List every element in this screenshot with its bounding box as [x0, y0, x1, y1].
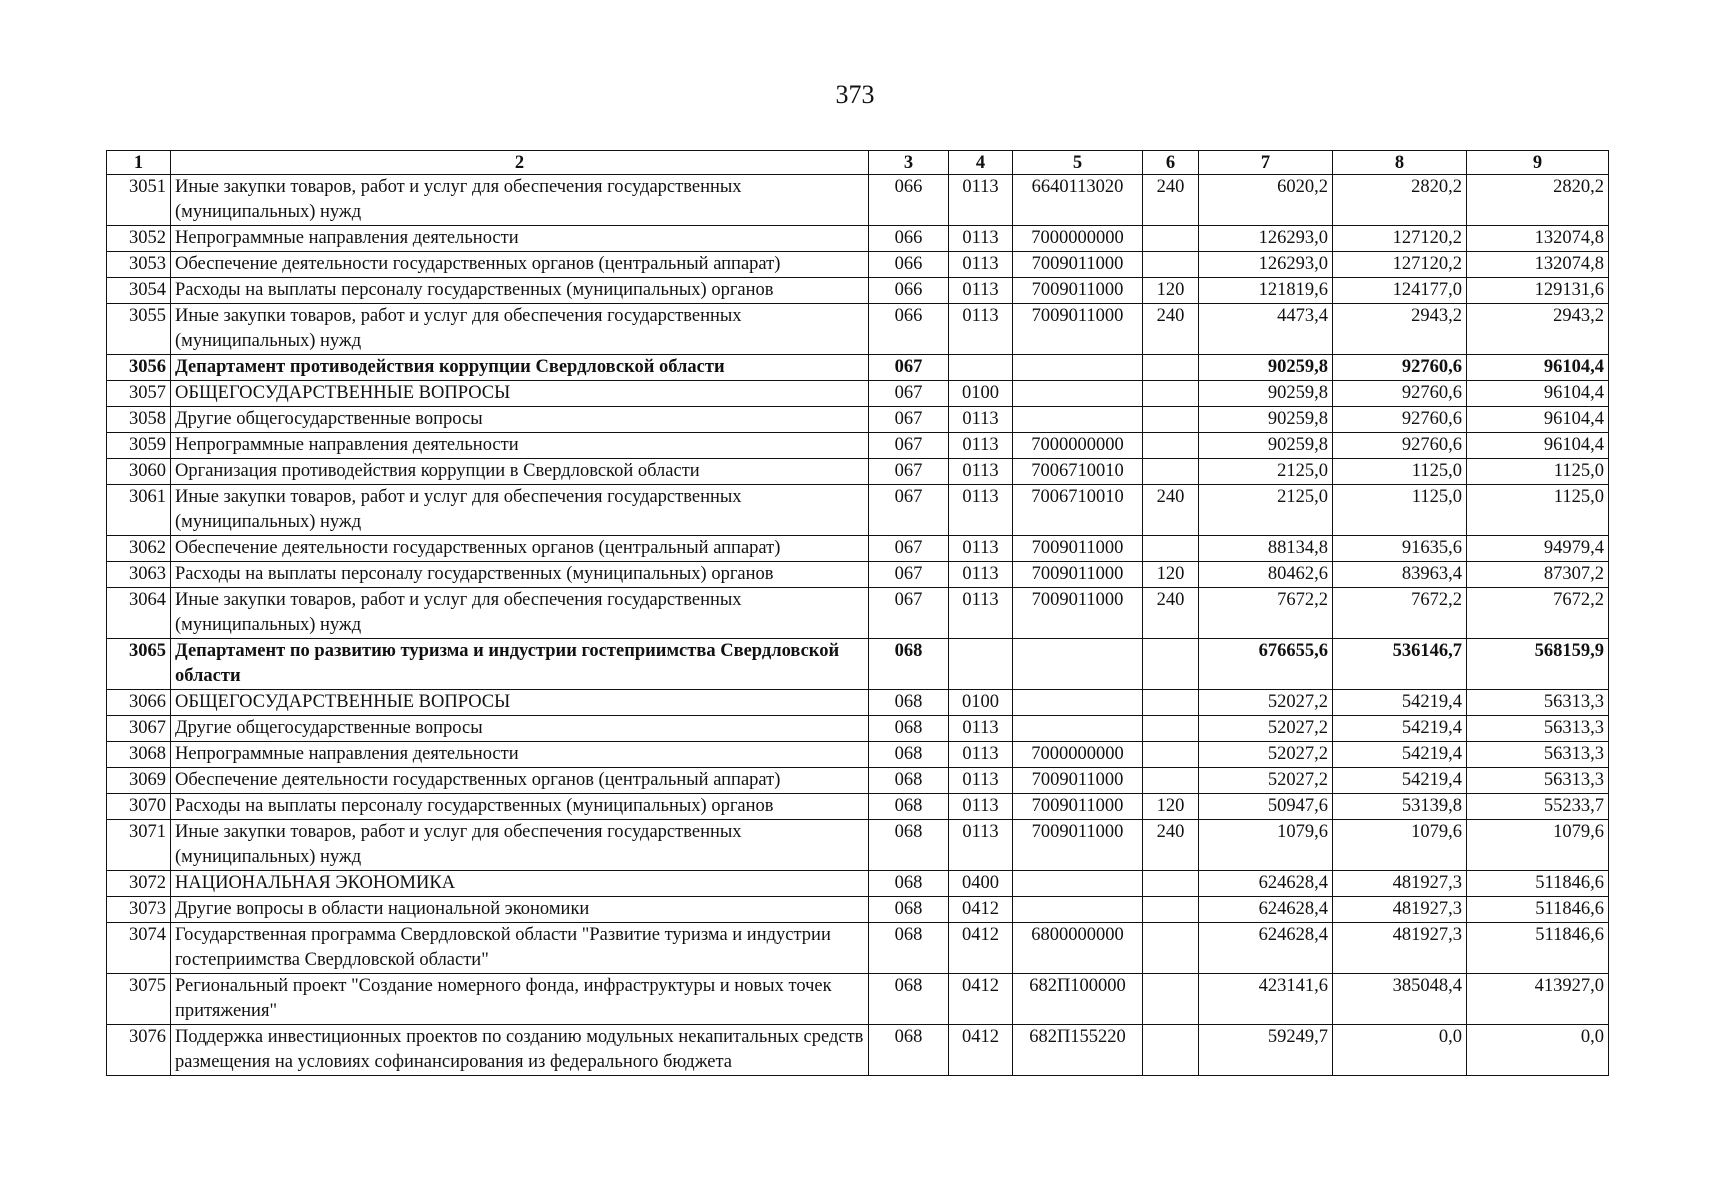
ministry-code-cell: 066 — [869, 278, 949, 304]
item-name-cell: Обеспечение деятельности государственных органов (центральный аппарат) — [171, 536, 869, 562]
table-row — [107, 175, 1609, 226]
expense-type-cell: 240 — [1143, 485, 1199, 536]
target-article-cell: 7009011000 — [1013, 536, 1143, 562]
table-row — [107, 226, 1609, 252]
amount-col9-cell: 96104,4 — [1467, 381, 1609, 407]
expense-type-cell — [1143, 716, 1199, 742]
section-code-cell: 0113 — [949, 562, 1013, 588]
section-code-cell: 0113 — [949, 742, 1013, 768]
ministry-code-cell: 067 — [869, 459, 949, 485]
expense-type-cell: 240 — [1143, 588, 1199, 639]
target-article-cell: 7000000000 — [1013, 226, 1143, 252]
amount-col7-cell: 624628,4 — [1199, 923, 1333, 974]
amount-col9-cell: 568159,9 — [1467, 639, 1609, 690]
expense-type-cell — [1143, 355, 1199, 381]
amount-col8-cell: 2943,2 — [1333, 304, 1467, 355]
target-article-cell: 682П155220 — [1013, 1025, 1143, 1076]
table-row — [107, 536, 1609, 562]
amount-col7-cell: 52027,2 — [1199, 716, 1333, 742]
amount-col7-cell: 1079,6 — [1199, 820, 1333, 871]
row-number-cell: 3071 — [107, 820, 171, 871]
expense-type-cell — [1143, 226, 1199, 252]
target-article-cell: 7009011000 — [1013, 252, 1143, 278]
table-row — [107, 381, 1609, 407]
amount-col7-cell: 90259,8 — [1199, 433, 1333, 459]
row-number-cell: 3051 — [107, 175, 171, 226]
item-name-cell: Иные закупки товаров, работ и услуг для обеспечения государственных (муниципальных) нужд — [171, 588, 869, 639]
column-header: 7 — [1199, 151, 1333, 175]
expense-type-cell — [1143, 871, 1199, 897]
row-number-cell: 3060 — [107, 459, 171, 485]
ministry-code-cell: 068 — [869, 923, 949, 974]
amount-col7-cell: 624628,4 — [1199, 897, 1333, 923]
section-code-cell: 0113 — [949, 433, 1013, 459]
target-article-cell: 7009011000 — [1013, 768, 1143, 794]
target-article-cell: 7009011000 — [1013, 304, 1143, 355]
table-row — [107, 639, 1609, 690]
amount-col7-cell: 7672,2 — [1199, 588, 1333, 639]
item-name-cell: Расходы на выплаты персоналу государственных (муниципальных) органов — [171, 278, 869, 304]
table-row — [107, 794, 1609, 820]
item-name-cell: Обеспечение деятельности государственных органов (центральный аппарат) — [171, 252, 869, 278]
table-row — [107, 1025, 1609, 1076]
expense-type-cell: 240 — [1143, 820, 1199, 871]
expense-type-cell: 240 — [1143, 175, 1199, 226]
section-code-cell: 0113 — [949, 459, 1013, 485]
row-number-cell: 3075 — [107, 974, 171, 1025]
expense-type-cell — [1143, 1025, 1199, 1076]
amount-col8-cell: 1079,6 — [1333, 820, 1467, 871]
expense-type-cell — [1143, 690, 1199, 716]
amount-col8-cell: 536146,7 — [1333, 639, 1467, 690]
row-number-cell: 3067 — [107, 716, 171, 742]
row-number-cell: 3073 — [107, 897, 171, 923]
target-article-cell — [1013, 871, 1143, 897]
amount-col9-cell: 56313,3 — [1467, 768, 1609, 794]
table-body — [107, 175, 1609, 1076]
amount-col7-cell: 6020,2 — [1199, 175, 1333, 226]
expense-type-cell: 120 — [1143, 562, 1199, 588]
expense-type-cell — [1143, 742, 1199, 768]
item-name-cell: ОБЩЕГОСУДАРСТВЕННЫЕ ВОПРОСЫ — [171, 690, 869, 716]
amount-col9-cell: 1125,0 — [1467, 459, 1609, 485]
expense-type-cell — [1143, 897, 1199, 923]
amount-col7-cell: 59249,7 — [1199, 1025, 1333, 1076]
amount-col9-cell: 94979,4 — [1467, 536, 1609, 562]
target-article-cell: 7000000000 — [1013, 433, 1143, 459]
target-article-cell: 7006710010 — [1013, 485, 1143, 536]
table-row — [107, 485, 1609, 536]
expense-type-cell: 240 — [1143, 304, 1199, 355]
ministry-code-cell: 066 — [869, 252, 949, 278]
row-number-cell: 3068 — [107, 742, 171, 768]
table-row — [107, 897, 1609, 923]
target-article-cell: 7009011000 — [1013, 588, 1143, 639]
item-name-cell: Иные закупки товаров, работ и услуг для обеспечения государственных (муниципальных) нужд — [171, 304, 869, 355]
budget-table — [106, 150, 1609, 1076]
amount-col8-cell: 2820,2 — [1333, 175, 1467, 226]
amount-col9-cell: 56313,3 — [1467, 742, 1609, 768]
item-name-cell: Иные закупки товаров, работ и услуг для обеспечения государственных (муниципальных) нужд — [171, 175, 869, 226]
section-code-cell: 0113 — [949, 226, 1013, 252]
row-number-cell: 3062 — [107, 536, 171, 562]
target-article-cell: 6640113020 — [1013, 175, 1143, 226]
item-name-cell: ОБЩЕГОСУДАРСТВЕННЫЕ ВОПРОСЫ — [171, 381, 869, 407]
item-name-cell: Непрограммные направления деятельности — [171, 226, 869, 252]
expense-type-cell — [1143, 768, 1199, 794]
item-name-cell: Поддержка инвестиционных проектов по созданию модульных некапитальных средств размещения на условиях софинансирования из федерального бюджета — [171, 1025, 869, 1076]
row-number-cell: 3054 — [107, 278, 171, 304]
target-article-cell — [1013, 690, 1143, 716]
amount-col9-cell: 2820,2 — [1467, 175, 1609, 226]
amount-col9-cell: 96104,4 — [1467, 355, 1609, 381]
row-number-cell: 3055 — [107, 304, 171, 355]
row-number-cell: 3052 — [107, 226, 171, 252]
row-number-cell: 3066 — [107, 690, 171, 716]
target-article-cell — [1013, 381, 1143, 407]
ministry-code-cell: 067 — [869, 562, 949, 588]
expense-type-cell — [1143, 459, 1199, 485]
ministry-code-cell: 068 — [869, 794, 949, 820]
ministry-code-cell: 068 — [869, 820, 949, 871]
amount-col7-cell: 4473,4 — [1199, 304, 1333, 355]
target-article-cell: 7000000000 — [1013, 742, 1143, 768]
table-row — [107, 768, 1609, 794]
amount-col8-cell: 385048,4 — [1333, 974, 1467, 1025]
ministry-code-cell: 068 — [869, 639, 949, 690]
target-article-cell — [1013, 639, 1143, 690]
amount-col7-cell: 90259,8 — [1199, 407, 1333, 433]
row-number-cell: 3058 — [107, 407, 171, 433]
amount-col7-cell: 88134,8 — [1199, 536, 1333, 562]
amount-col9-cell: 55233,7 — [1467, 794, 1609, 820]
target-article-cell — [1013, 355, 1143, 381]
amount-col9-cell: 0,0 — [1467, 1025, 1609, 1076]
section-code-cell: 0100 — [949, 690, 1013, 716]
ministry-code-cell: 067 — [869, 588, 949, 639]
amount-col8-cell: 1125,0 — [1333, 459, 1467, 485]
ministry-code-cell: 068 — [869, 974, 949, 1025]
target-article-cell — [1013, 897, 1143, 923]
amount-col9-cell: 129131,6 — [1467, 278, 1609, 304]
section-code-cell: 0113 — [949, 175, 1013, 226]
item-name-cell: Департамент по развитию туризма и индустрии гостеприимства Свердловской области — [171, 639, 869, 690]
section-code-cell: 0100 — [949, 381, 1013, 407]
ministry-code-cell: 067 — [869, 407, 949, 433]
ministry-code-cell: 068 — [869, 871, 949, 897]
table-row — [107, 871, 1609, 897]
amount-col8-cell: 53139,8 — [1333, 794, 1467, 820]
amount-col8-cell: 124177,0 — [1333, 278, 1467, 304]
amount-col7-cell: 52027,2 — [1199, 768, 1333, 794]
item-name-cell: Государственная программа Свердловской области "Развитие туризма и индустрии гостеприимства Свердловской области" — [171, 923, 869, 974]
table-row — [107, 923, 1609, 974]
expense-type-cell — [1143, 536, 1199, 562]
item-name-cell: Региональный проект "Создание номерного фонда, инфраструктуры и новых точек притяжения" — [171, 974, 869, 1025]
row-number-cell: 3059 — [107, 433, 171, 459]
section-code-cell: 0113 — [949, 768, 1013, 794]
row-number-cell: 3061 — [107, 485, 171, 536]
column-header: 3 — [869, 151, 949, 175]
table-row — [107, 820, 1609, 871]
table-row — [107, 716, 1609, 742]
item-name-cell: Расходы на выплаты персоналу государственных (муниципальных) органов — [171, 562, 869, 588]
target-article-cell: 7009011000 — [1013, 562, 1143, 588]
table-row — [107, 433, 1609, 459]
item-name-cell: Непрограммные направления деятельности — [171, 742, 869, 768]
amount-col8-cell: 54219,4 — [1333, 768, 1467, 794]
amount-col8-cell: 54219,4 — [1333, 742, 1467, 768]
section-code-cell: 0113 — [949, 588, 1013, 639]
amount-col8-cell: 92760,6 — [1333, 381, 1467, 407]
column-header: 8 — [1333, 151, 1467, 175]
item-name-cell: Другие общегосударственные вопросы — [171, 407, 869, 433]
section-code-cell: 0412 — [949, 1025, 1013, 1076]
table-row — [107, 278, 1609, 304]
amount-col8-cell: 0,0 — [1333, 1025, 1467, 1076]
item-name-cell: Организация противодействия коррупции в Свердловской области — [171, 459, 869, 485]
ministry-code-cell: 068 — [869, 897, 949, 923]
column-header: 6 — [1143, 151, 1199, 175]
row-number-cell: 3072 — [107, 871, 171, 897]
table-row — [107, 459, 1609, 485]
item-name-cell: Непрограммные направления деятельности — [171, 433, 869, 459]
target-article-cell: 6800000000 — [1013, 923, 1143, 974]
amount-col8-cell: 481927,3 — [1333, 871, 1467, 897]
amount-col9-cell: 132074,8 — [1467, 226, 1609, 252]
row-number-cell: 3056 — [107, 355, 171, 381]
amount-col8-cell: 481927,3 — [1333, 923, 1467, 974]
amount-col8-cell: 54219,4 — [1333, 690, 1467, 716]
section-code-cell: 0113 — [949, 304, 1013, 355]
table-row — [107, 355, 1609, 381]
amount-col7-cell: 126293,0 — [1199, 252, 1333, 278]
target-article-cell — [1013, 407, 1143, 433]
column-header: 4 — [949, 151, 1013, 175]
target-article-cell: 7006710010 — [1013, 459, 1143, 485]
column-header: 5 — [1013, 151, 1143, 175]
row-number-cell: 3063 — [107, 562, 171, 588]
row-number-cell: 3064 — [107, 588, 171, 639]
amount-col8-cell: 7672,2 — [1333, 588, 1467, 639]
row-number-cell: 3057 — [107, 381, 171, 407]
ministry-code-cell: 068 — [869, 716, 949, 742]
ministry-code-cell: 068 — [869, 768, 949, 794]
amount-col9-cell: 511846,6 — [1467, 897, 1609, 923]
expense-type-cell — [1143, 974, 1199, 1025]
row-number-cell: 3076 — [107, 1025, 171, 1076]
expense-type-cell: 120 — [1143, 278, 1199, 304]
amount-col8-cell: 92760,6 — [1333, 355, 1467, 381]
amount-col8-cell: 91635,6 — [1333, 536, 1467, 562]
amount-col9-cell: 2943,2 — [1467, 304, 1609, 355]
amount-col9-cell: 1125,0 — [1467, 485, 1609, 536]
amount-col9-cell: 87307,2 — [1467, 562, 1609, 588]
section-code-cell: 0412 — [949, 897, 1013, 923]
table-row — [107, 742, 1609, 768]
section-code-cell: 0113 — [949, 278, 1013, 304]
column-header: 9 — [1467, 151, 1609, 175]
table-row — [107, 690, 1609, 716]
item-name-cell: Департамент противодействия коррупции Свердловской области — [171, 355, 869, 381]
section-code-cell: 0113 — [949, 485, 1013, 536]
ministry-code-cell: 068 — [869, 1025, 949, 1076]
expense-type-cell — [1143, 639, 1199, 690]
section-code-cell: 0113 — [949, 794, 1013, 820]
amount-col7-cell: 52027,2 — [1199, 690, 1333, 716]
amount-col9-cell: 132074,8 — [1467, 252, 1609, 278]
table-row — [107, 588, 1609, 639]
target-article-cell: 7009011000 — [1013, 820, 1143, 871]
amount-col9-cell: 511846,6 — [1467, 923, 1609, 974]
amount-col9-cell: 511846,6 — [1467, 871, 1609, 897]
amount-col9-cell: 1079,6 — [1467, 820, 1609, 871]
amount-col7-cell: 2125,0 — [1199, 485, 1333, 536]
target-article-cell: 7009011000 — [1013, 278, 1143, 304]
target-article-cell: 7009011000 — [1013, 794, 1143, 820]
expense-type-cell — [1143, 381, 1199, 407]
amount-col7-cell: 624628,4 — [1199, 871, 1333, 897]
ministry-code-cell: 067 — [869, 355, 949, 381]
item-name-cell: Другие вопросы в области национальной экономики — [171, 897, 869, 923]
row-number-cell: 3069 — [107, 768, 171, 794]
ministry-code-cell: 067 — [869, 536, 949, 562]
amount-col8-cell: 54219,4 — [1333, 716, 1467, 742]
amount-col9-cell: 7672,2 — [1467, 588, 1609, 639]
section-code-cell: 0113 — [949, 820, 1013, 871]
expense-type-cell — [1143, 923, 1199, 974]
ministry-code-cell: 066 — [869, 226, 949, 252]
column-header: 2 — [171, 151, 869, 175]
column-header: 1 — [107, 151, 171, 175]
table-row — [107, 974, 1609, 1025]
expense-type-cell — [1143, 407, 1199, 433]
item-name-cell: Обеспечение деятельности государственных органов (центральный аппарат) — [171, 768, 869, 794]
amount-col8-cell: 127120,2 — [1333, 252, 1467, 278]
expense-type-cell: 120 — [1143, 794, 1199, 820]
expense-type-cell — [1143, 252, 1199, 278]
expense-type-cell — [1143, 433, 1199, 459]
amount-col8-cell: 481927,3 — [1333, 897, 1467, 923]
row-number-cell: 3053 — [107, 252, 171, 278]
table-row — [107, 304, 1609, 355]
ministry-code-cell: 068 — [869, 690, 949, 716]
amount-col7-cell: 90259,8 — [1199, 381, 1333, 407]
amount-col7-cell: 80462,6 — [1199, 562, 1333, 588]
amount-col9-cell: 96104,4 — [1467, 433, 1609, 459]
ministry-code-cell: 067 — [869, 485, 949, 536]
section-code-cell — [949, 355, 1013, 381]
section-code-cell: 0412 — [949, 974, 1013, 1025]
page-number: 373 — [835, 80, 875, 109]
section-code-cell: 0113 — [949, 407, 1013, 433]
amount-col7-cell: 121819,6 — [1199, 278, 1333, 304]
row-number-cell: 3070 — [107, 794, 171, 820]
amount-col8-cell: 92760,6 — [1333, 433, 1467, 459]
amount-col7-cell: 676655,6 — [1199, 639, 1333, 690]
amount-col7-cell: 2125,0 — [1199, 459, 1333, 485]
row-number-cell: 3074 — [107, 923, 171, 974]
amount-col9-cell: 56313,3 — [1467, 690, 1609, 716]
item-name-cell: Другие общегосударственные вопросы — [171, 716, 869, 742]
amount-col9-cell: 96104,4 — [1467, 407, 1609, 433]
section-code-cell: 0113 — [949, 536, 1013, 562]
amount-col7-cell: 50947,6 — [1199, 794, 1333, 820]
table-row — [107, 562, 1609, 588]
item-name-cell: НАЦИОНАЛЬНАЯ ЭКОНОМИКА — [171, 871, 869, 897]
amount-col7-cell: 126293,0 — [1199, 226, 1333, 252]
amount-col8-cell: 127120,2 — [1333, 226, 1467, 252]
amount-col9-cell: 413927,0 — [1467, 974, 1609, 1025]
amount-col8-cell: 92760,6 — [1333, 407, 1467, 433]
amount-col7-cell: 423141,6 — [1199, 974, 1333, 1025]
section-code-cell: 0113 — [949, 716, 1013, 742]
section-code-cell: 0400 — [949, 871, 1013, 897]
ministry-code-cell: 066 — [869, 304, 949, 355]
row-number-cell: 3065 — [107, 639, 171, 690]
item-name-cell: Иные закупки товаров, работ и услуг для обеспечения государственных (муниципальных) нужд — [171, 485, 869, 536]
table-header-row — [107, 151, 1609, 175]
target-article-cell: 682П100000 — [1013, 974, 1143, 1025]
ministry-code-cell: 068 — [869, 742, 949, 768]
amount-col7-cell: 90259,8 — [1199, 355, 1333, 381]
ministry-code-cell: 067 — [869, 433, 949, 459]
ministry-code-cell: 066 — [869, 175, 949, 226]
table-row — [107, 252, 1609, 278]
amount-col8-cell: 83963,4 — [1333, 562, 1467, 588]
item-name-cell: Расходы на выплаты персоналу государственных (муниципальных) органов — [171, 794, 869, 820]
amount-col9-cell: 56313,3 — [1467, 716, 1609, 742]
item-name-cell: Иные закупки товаров, работ и услуг для обеспечения государственных (муниципальных) нужд — [171, 820, 869, 871]
table-row — [107, 407, 1609, 433]
section-code-cell: 0412 — [949, 923, 1013, 974]
ministry-code-cell: 067 — [869, 381, 949, 407]
target-article-cell — [1013, 716, 1143, 742]
amount-col8-cell: 1125,0 — [1333, 485, 1467, 536]
section-code-cell — [949, 639, 1013, 690]
amount-col7-cell: 52027,2 — [1199, 742, 1333, 768]
section-code-cell: 0113 — [949, 252, 1013, 278]
